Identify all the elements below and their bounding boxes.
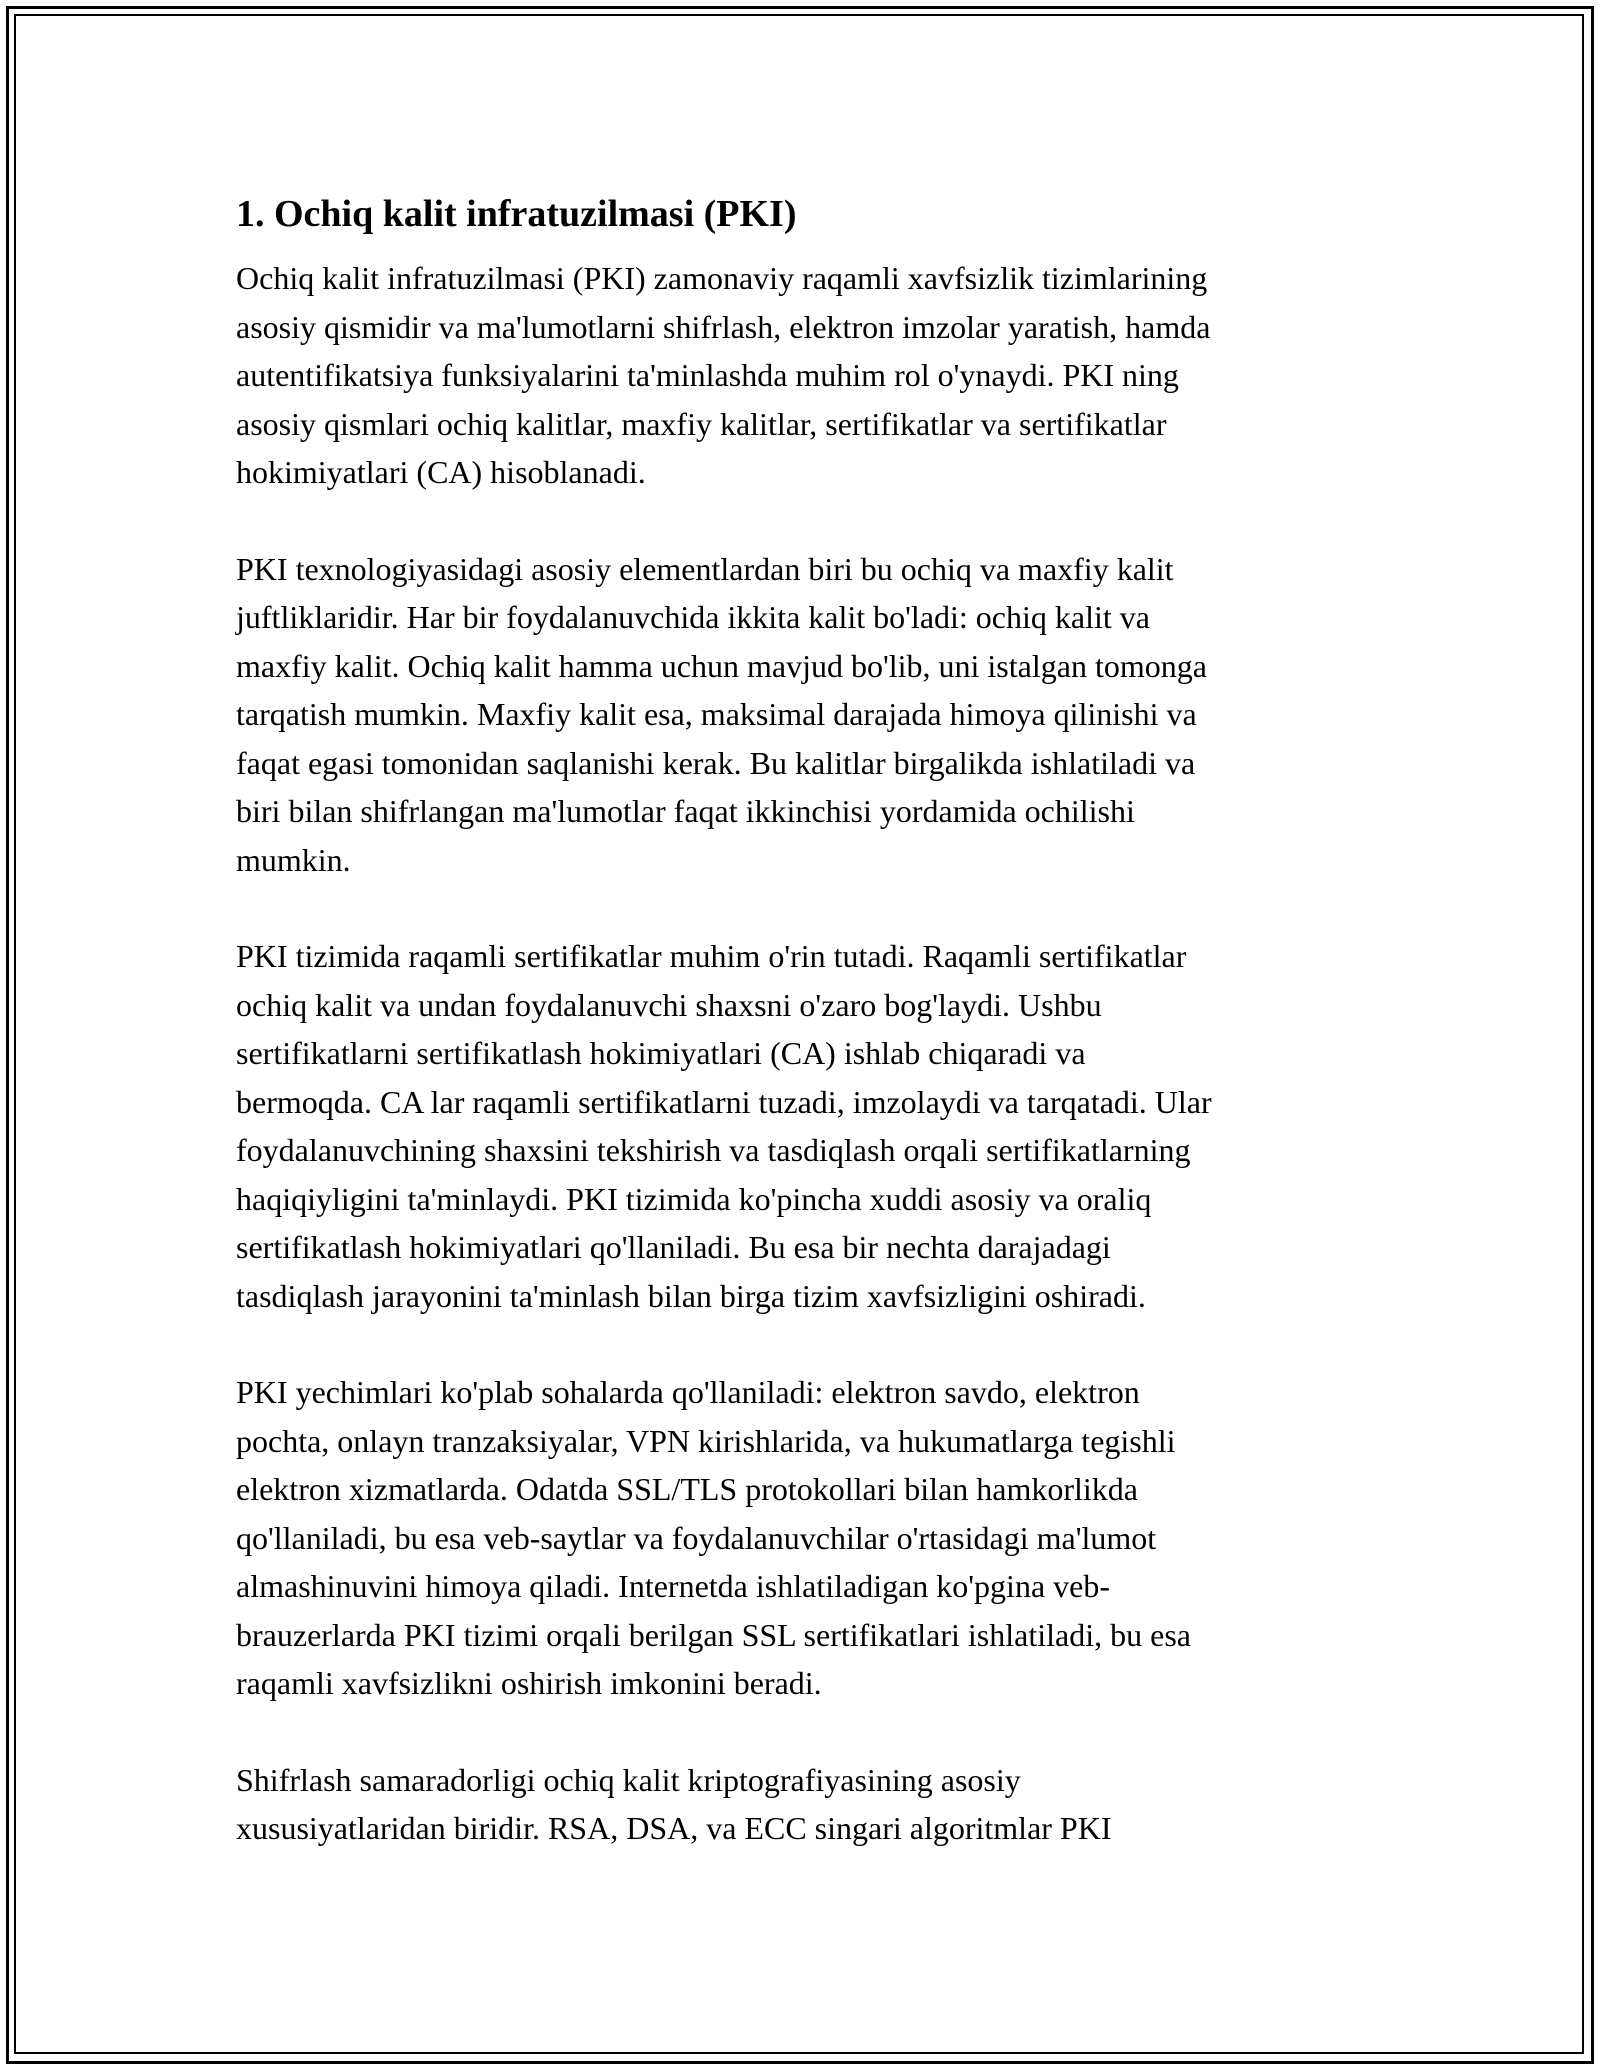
text-line: xususiyatlaridan biridir. RSA, DSA, va ECC singari algoritmlar PKI: [236, 1810, 1112, 1846]
text-line: biri bilan shifrlangan ma'lumotlar faqat ikkinchisi yordamida ochilishi: [236, 793, 1135, 829]
text-line: faqat egasi tomonidan saqlanishi kerak. Bu kalitlar birgalikda ishlatiladi va: [236, 744, 1196, 781]
text-line: qo'llaniladi, bu esa veb-saytlar va foydalanuvchilar o'rtasidagi ma'lumot: [236, 1519, 1157, 1556]
text-line: tasdiqlash jarayonini ta'minlash bilan birga tizim xavfsizligini oshiradi.: [236, 1277, 1146, 1314]
paragraph-key-pairs: [236, 545, 1366, 885]
text-line: ochiq kalit va undan foydalanuvchi shaxsni o'zaro bog'laydi. Ushbu: [236, 986, 1102, 1023]
section-heading: 1. Ochiq kalit infratuzilmasi (PKI): [236, 193, 797, 235]
document-body: [236, 188, 1366, 1901]
text-line: haqiqiyligini ta'minlaydi. PKI tizimida ko'pincha xuddi asosiy va oraliq: [236, 1180, 1152, 1217]
text-line: PKI texnologiyasidagi asosiy elementlardan biri bu ochiq va maxfiy kalit: [236, 550, 1174, 587]
paragraph-applications: [236, 1368, 1366, 1708]
text-line: autentifikatsiya funksiyalarini ta'minlashda muhim rol o'ynaydi. PKI ning: [236, 357, 1179, 393]
text-line: PKI tizimida raqamli sertifikatlar muhim o'rin tutadi. Raqamli sertifikatlar: [236, 938, 1187, 974]
text-line: bermoqda. CA lar raqamli sertifikatlarni tuzadi, imzolaydi va tarqatadi. Ular: [236, 1083, 1212, 1120]
text-line: asosiy qismidir va ma'lumotlarni shifrlash, elektron imzolar yaratish, hamda: [236, 308, 1211, 345]
text-line: Ochiq kalit infratuzilmasi (PKI) zamonaviy raqamli xavfsizlik tizimlarining: [236, 260, 1208, 296]
text-line: mumkin.: [236, 841, 351, 878]
text-line: Shifrlash samaradorligi ochiq kalit kriptografiyasining asosiy: [236, 1761, 1021, 1798]
text-line: asosiy qismlari ochiq kalitlar, maxfiy kalitlar, sertifikatlar va sertifikatlar: [236, 405, 1167, 442]
text-line: juftliklaridir. Har bir foydalanuvchida ikkita kalit bo'ladi: ochiq kalit va: [236, 599, 1150, 635]
text-line: hokimiyatlari (CA) hisoblanadi.: [236, 454, 646, 490]
paragraph-encryption: [236, 1756, 1366, 1853]
text-line: elektron xizmatlarda. Odatda SSL/TLS protokollari bilan hamkorlikda: [236, 1471, 1138, 1507]
text-line: foydalanuvchining shaxsini tekshirish va tasdiqlash orqali sertifikatlarning: [236, 1132, 1191, 1168]
text-line: almashinuvini himoya qiladi. Internetda ishlatiladigan ko'pgina veb-: [236, 1568, 1110, 1604]
text-line: sertifikatlash hokimiyatlari qo'llaniladi. Bu esa bir nechta darajadagi: [236, 1229, 1111, 1265]
text-line: brauzerlarda PKI tizimi orqali berilgan SSL sertifikatlari ishlatiladi, bu esa: [236, 1616, 1191, 1653]
text-line: maxfiy kalit. Ochiq kalit hamma uchun mavjud bo'lib, uni istalgan tomonga: [236, 647, 1207, 684]
text-line: pochta, onlayn tranzaksiyalar, VPN kirishlarida, va hukumatlarga tegishli: [236, 1422, 1176, 1459]
paragraph-certificates: [236, 932, 1366, 1320]
paragraph-pki-intro: [236, 254, 1366, 497]
text-line: tarqatish mumkin. Maxfiy kalit esa, maksimal darajada himoya qilinishi va: [236, 696, 1197, 732]
text-line: sertifikatlarni sertifikatlash hokimiyatlari (CA) ishlab chiqaradi va: [236, 1035, 1086, 1071]
text-line: raqamli xavfsizlikni oshirish imkonini beradi.: [236, 1665, 822, 1701]
text-line: PKI yechimlari ko'plab sohalarda qo'llaniladi: elektron savdo, elektron: [236, 1374, 1140, 1410]
